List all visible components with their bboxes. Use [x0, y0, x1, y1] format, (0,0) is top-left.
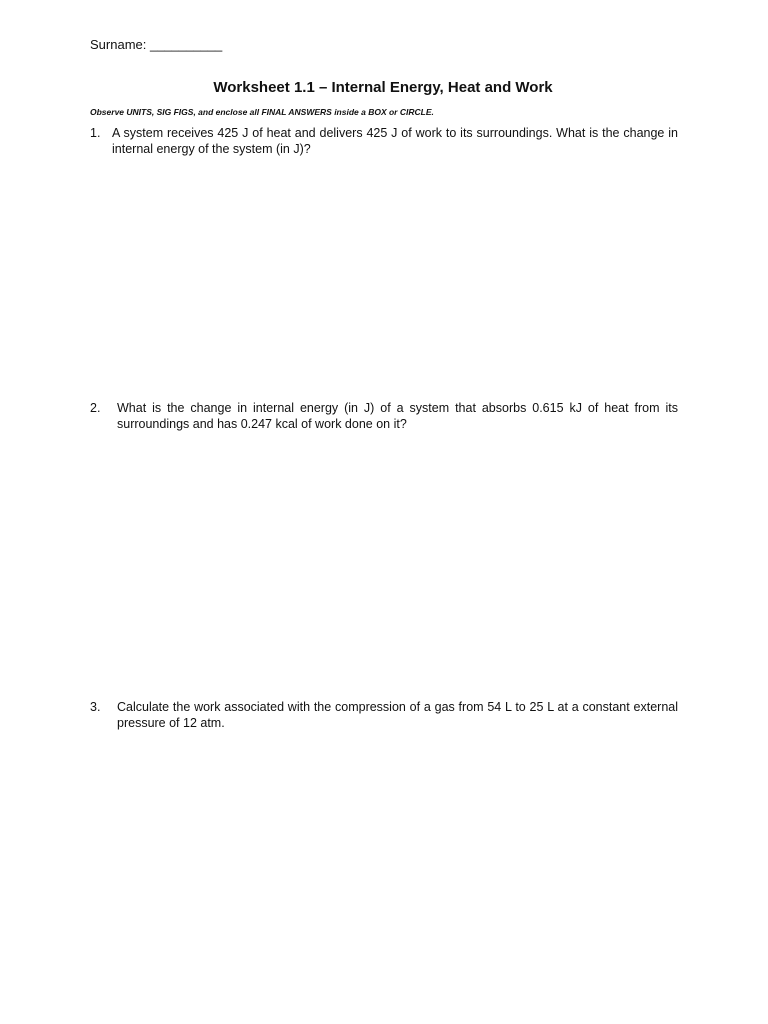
question-2	[90, 400, 678, 432]
question-1-number: 1.	[90, 126, 101, 140]
question-1-text: A system receives 425 J of heat and delivers 425 J of work to its surroundings. What is the change in internal energy of the system (in J)?	[112, 126, 678, 156]
question-3-text: Calculate the work associated with the compression of a gas from 54 L to 25 L at a constant external pressure of 12 atm.	[117, 700, 678, 730]
question-2-number: 2.	[90, 401, 101, 415]
question-3-number: 3.	[90, 700, 101, 714]
page-title: Worksheet 1.1 – Internal Energy, Heat and Work	[213, 79, 553, 96]
question-3	[90, 699, 678, 731]
question-1	[90, 125, 678, 157]
instructions-text: Observe UNITS, SIG FIGS, and enclose all FINAL ANSWERS inside a BOX or CIRCLE.	[90, 107, 434, 117]
question-2-text: What is the change in internal energy (in J) of a system that absorbs 0.615 kJ of heat from its surroundings and has 0.247 kcal of work done on it?	[117, 401, 678, 431]
surname-field-label: Surname: __________	[90, 37, 223, 52]
